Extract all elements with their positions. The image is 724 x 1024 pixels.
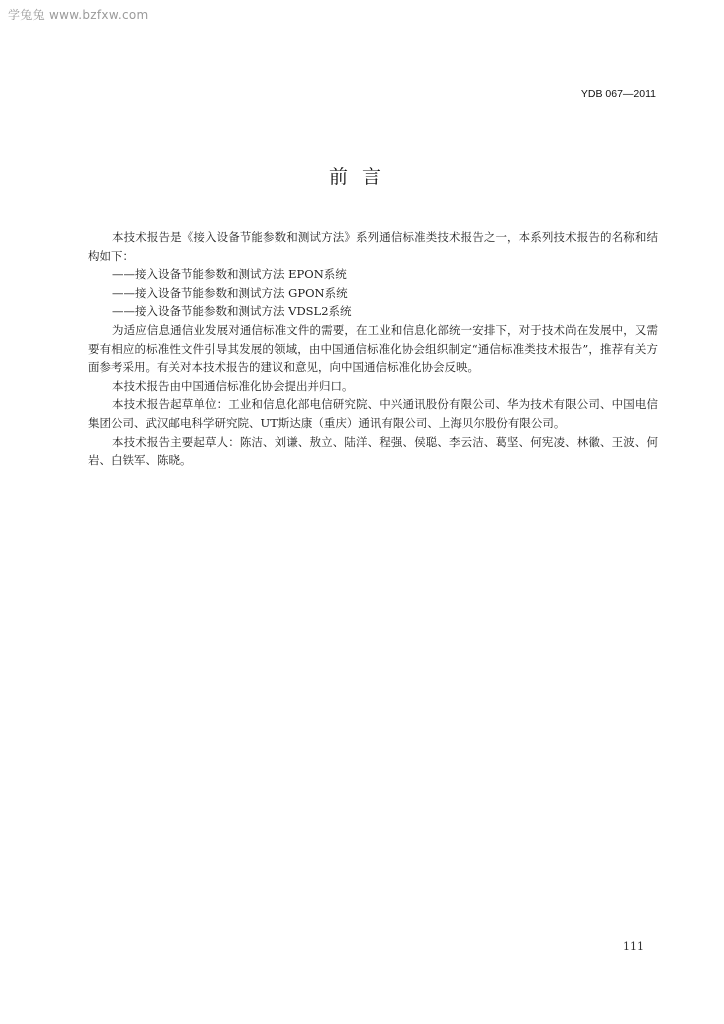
list-item: ——接入设备节能参数和测试方法 VDSL2系统 <box>112 304 352 319</box>
proposer-paragraph: 本技术报告由中国通信标准化协会提出并归口。 <box>112 378 354 393</box>
intro-paragraph: 本技术报告是《接入设备节能参数和测试方法》系列通信标准类技术报告之一，本系列技术报告的名称和结构如下： <box>88 230 658 263</box>
drafters-paragraph: 本技术报告主要起草人：陈洁、刘谦、敖立、陆洋、程强、侯聪、李云洁、葛坚、何宪凌、林徽、王波、何岩、白铁军、陈晓。 <box>88 434 658 468</box>
purpose-paragraph: 为适应信息通信业发展对通信标准文件的需要，在工业和信息化部统一安排下，对于技术尚在发展中，又需要有相应的标准性文件引导其发展的领域，由中国通信标准化协会组织制定“通信标准类技术报告”，推荐有关方面参考采用。有关对本技术报告的建议和意见，向中国通信标准化协会反映。 <box>88 322 658 375</box>
drafting-units-paragraph: 本技术报告起草单位：工业和信息化部电信研究院、中兴通讯股份有限公司、华为技术有限公司、中国电信集团公司、武汉邮电科学研究院、UT斯达康（重庆）通讯有限公司、上海贝尔股份有限公司。 <box>88 397 658 430</box>
page-number: 111 <box>623 940 644 953</box>
list-item: ——接入设备节能参数和测试方法 EPON系统 <box>112 267 347 282</box>
watermark-text: 学兔兔 www.bzfxw.com <box>8 8 149 22</box>
list-item: ——接入设备节能参数和测试方法 GPON系统 <box>112 285 348 300</box>
page-title: 前言 <box>328 166 395 188</box>
standard-code: YDB 067—2011 <box>580 88 656 100</box>
foreword-body <box>88 228 658 470</box>
